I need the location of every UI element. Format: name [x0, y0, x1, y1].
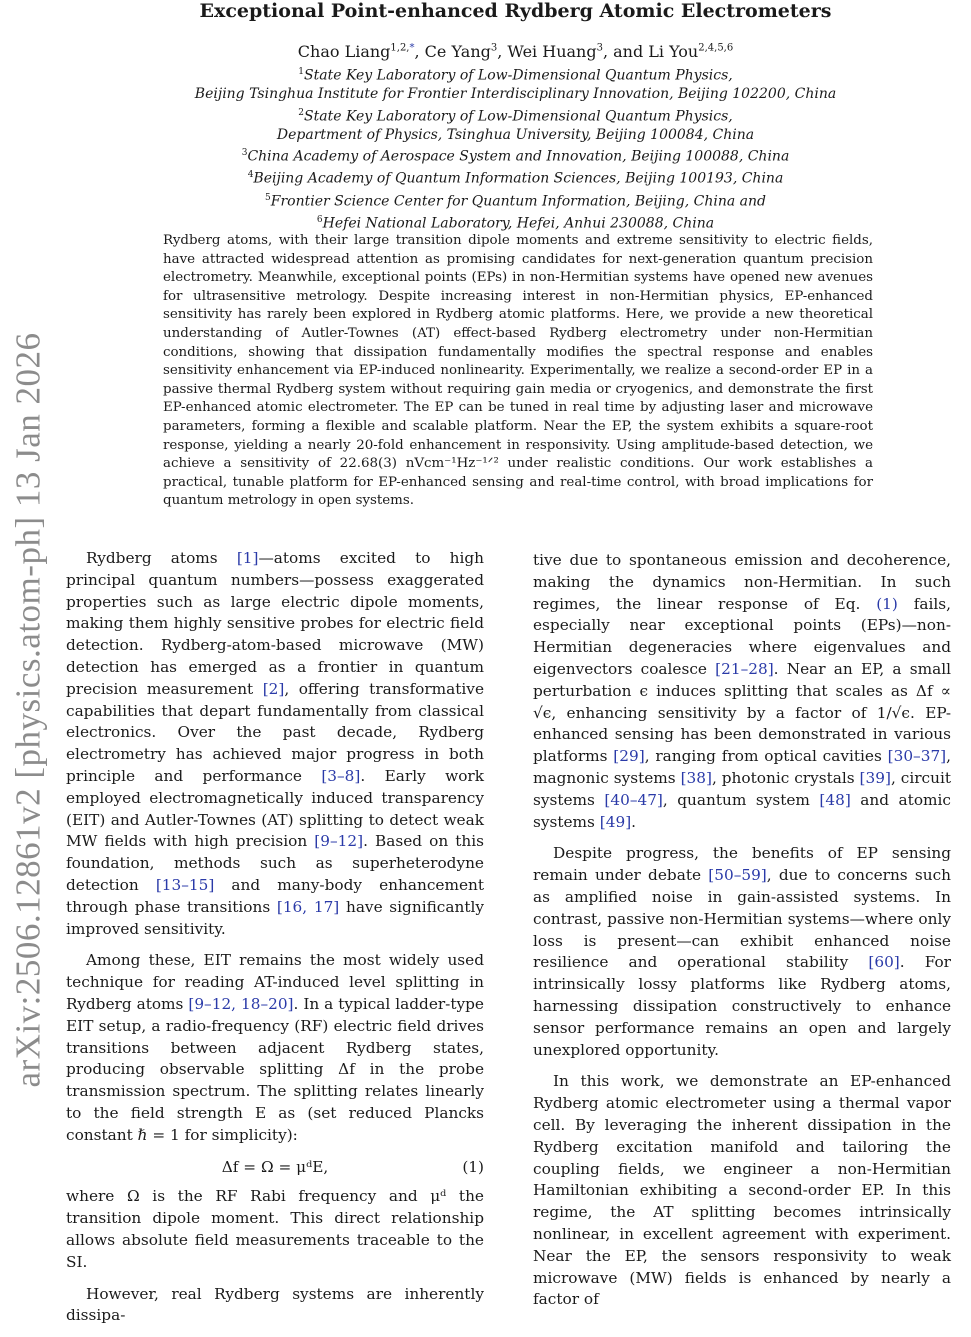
paragraph-text: . Early work employed electromagnetically induced transparency (EIT) and Autler-Townes (AT) splitting to detect weak MW fields with high precision	[66, 766, 484, 851]
citation-link[interactable]: [1]	[236, 549, 259, 567]
affiliation-line	[60, 126, 971, 145]
paragraph-text: fails, especially near exceptional points (EPs)—non-Hermitian degeneracies where eigenvalues and eigenvectors coalesce	[533, 594, 951, 678]
body-paragraph	[66, 950, 484, 1146]
affiliation-text: Beijing Tsinghua Institute for Frontier Interdisciplinary Innovation, Beijing 102200, China	[194, 86, 837, 103]
citation-link[interactable]: [40–47]	[604, 790, 663, 809]
body-paragraph	[66, 1284, 484, 1328]
paragraph-text: and many-body enhancement through phase transitions	[66, 875, 484, 916]
paragraph-text: Despite progress, the benefits of EP sensing remain under debate	[533, 844, 951, 885]
equation-number: (1)	[462, 1157, 484, 1176]
author-affiliation-marker: 3	[596, 42, 603, 54]
paragraph-text: . Near an EP, a small perturbation ϵ induces splitting that scales as Δf ∝ √ϵ, enhancing sensitivity by a factor of 1/√ϵ. EP-enhanced sensing has been demonstrated in various platforms	[533, 659, 951, 766]
body-paragraph	[533, 550, 951, 833]
affiliation-text: China Academy of Aerospace System and Innovation, Beijing 100088, China	[247, 148, 790, 165]
paragraph-text: , offering transformative capabilities that depart fundamentally from classical electronics. Over the past decade, Rydberg electrometry has achieved major progress in both principle and performance	[66, 679, 485, 785]
paragraph-text: , quantum system	[662, 790, 820, 809]
paragraph-text: However, real Rydberg systems are inherently dissipa-	[66, 1284, 484, 1325]
affiliation-text: Department of Physics, Tsinghua University, Beijing 100084, China	[276, 126, 755, 143]
paragraph-text: —atoms excited to high principal quantum numbers—possess exaggerated properties such as large electric dipole moments, making them highly sensitive probes for electric field detection. Rydberg-atom-based microwave (MW) detection has emerged as a frontier in quantum precision measurement	[66, 549, 484, 698]
citation-link[interactable]: [3–8]	[321, 766, 361, 785]
affiliation-list	[60, 63, 971, 233]
affiliation-number: 2	[298, 107, 305, 118]
paragraph-text: , magnonic systems	[533, 747, 952, 787]
citation-link[interactable]: [39]	[859, 768, 891, 787]
affiliation-text: State Key Laboratory of Low-Dimensional Quantum Physics,	[304, 108, 733, 125]
paragraph-text: where Ω is the RF Rabi frequency and μᵈ the transition dipole moment. This direct relationship allows absolute field measurements traceable to the SI.	[66, 1187, 484, 1271]
affiliation-text: State Key Laboratory of Low-Dimensional Quantum Physics,	[304, 67, 733, 84]
citation-link[interactable]: [49]	[599, 812, 632, 831]
affiliation-line	[60, 166, 971, 188]
paragraph-text: Among these, EIT remains the most widely used technique for reading AT-induced level splitting in Rydberg atoms	[66, 951, 484, 1013]
citation-link[interactable]: [13–15]	[155, 875, 215, 894]
paragraph-text: , photonic crystals	[711, 768, 860, 787]
body-paragraph	[66, 1186, 484, 1273]
paragraph-text: . For intrinsically lossy platforms like Rydberg atoms, harnessing dissipation constructively to enhance sensor performance remains an open and largely unexplored opportunity.	[533, 953, 951, 1059]
affiliation-number: 5	[265, 192, 271, 203]
citation-link[interactable]: [30–37]	[887, 747, 947, 766]
affiliation-text: Frontier Science Center for Quantum Information, Beijing, China and	[270, 193, 766, 210]
paragraph-text: and atomic systems	[533, 790, 951, 831]
author-separator: , and	[602, 42, 649, 61]
abstract: Rydberg atoms, with their large transition dipole moments and extreme sensitivity to electric fields, have attracted widespread attention as promising candidates for next-generation quantum precision electrometry. Meanwhile, exceptional points (EPs) in non-Hermitian systems have opened new avenues for ultrasensitive metrology. Despite increasing interest in non-Hermitian physics, EP-enhanced sensitivity has rarely been explored in Rydberg atomic platforms. Here, we provide a new theoretical understanding of Autler-Townes (AT) effect-based Rydberg electrometry under non-Hermitian conditions, showing that dissipation fundamentally modifies the spectral response and enables sensitivity enhancement via EP-induced nonlinearity. Experimentally, we realize a second-order EP in a passive thermal Rydberg system without requiring gain media or cryogenics, and demonstrate the first EP-enhanced atomic electrometer. The EP can be tuned in real time by adjusting laser and microwave parameters, forming a flexible and scalable platform. Near the EP, the system exhibits a square-root response, yielding a nearly 20-fold enhancement in responsivity. Using amplitude-based detection, we achieve a sensitivity of 22.68(3) nVcm⁻¹Hz⁻¹ᐟ² under realistic conditions. Our work establishes a practical, tunable platform for EP-enhanced sensing and real-time control, with broad implications for quantum metrology in open systems.	[163, 233, 873, 509]
paragraph-text: .	[631, 812, 637, 831]
citation-link[interactable]: [16, 17]	[276, 897, 340, 916]
paragraph-text: , due to concerns such as amplified noise in gain-assisted systems. In contrast, passive non-Hermitian systems—where only loss is present—can exhibit enhanced noise resilience and operational stability	[533, 866, 952, 972]
body-column-left	[66, 548, 484, 1337]
equation-expression: Δf = Ω = μᵈE,	[221, 1157, 329, 1176]
paragraph-text: tive due to spontaneous emission and decoherence, making the dynamics non-Hermitian. In such regimes, the linear response of Eq.	[533, 551, 951, 613]
body-paragraph	[66, 548, 484, 940]
body-paragraph	[533, 843, 951, 1061]
citation-link[interactable]: [29]	[613, 747, 645, 766]
citation-link[interactable]: [9–12]	[314, 832, 364, 851]
author-separator: ,	[497, 42, 508, 61]
author-affiliation-marker: 2,4,5,6	[698, 42, 734, 54]
author-name: Chao Liang	[297, 42, 391, 61]
affiliation-line	[60, 211, 971, 233]
arxiv-identifier-banner	[4, 230, 54, 1190]
paragraph-text: . Based on this foundation, methods such as superheterodyne detection	[66, 832, 484, 894]
paragraph-text: , circuit systems	[533, 768, 951, 809]
paragraph-text: have significantly improved sensitivity.	[66, 897, 485, 938]
citation-link[interactable]: [2]	[262, 679, 285, 698]
affiliation-line	[60, 144, 971, 166]
body-paragraph	[533, 1071, 951, 1311]
affiliation-line	[60, 85, 971, 104]
author-affiliation-marker: 1,2,	[390, 42, 410, 54]
paragraph-text: , ranging from optical cavities	[644, 747, 888, 766]
citation-link[interactable]: [38]	[680, 768, 712, 787]
citation-link[interactable]: [48]	[819, 790, 851, 809]
paper-title: Exceptional Point-enhanced Rydberg Atomic Electrometers	[199, 0, 832, 22]
author-name: Li You	[648, 42, 699, 61]
author-list	[60, 42, 971, 61]
author-name: Ce Yang	[424, 42, 491, 61]
paragraph-text: In this work, we demonstrate an EP-enhanced Rydberg atomic electrometer using a thermal vapor cell. By leveraging the inherent dissipation in the Rydberg excitation manifold and tailoring the coupling fields, we engineer a non-Hermitian Hamiltonian exhibiting a second-order EP. In this regime, the AT splitting becomes intrinsically nonlinear, in excellent agreement with experiment. Near the EP, the sensors responsivity to weak microwave (MW) fields is enhanced by nearly a factor of	[533, 1072, 951, 1309]
affiliation-line	[60, 189, 971, 211]
paragraph-text: Rydberg atoms	[86, 549, 237, 567]
citation-link[interactable]: [60]	[868, 953, 900, 972]
affiliation-text: Beijing Academy of Quantum Information Sciences, Beijing 100193, China	[253, 171, 784, 188]
affiliation-number: 4	[247, 170, 254, 181]
author-separator: ,	[414, 42, 425, 61]
affiliation-number: 6	[316, 214, 323, 225]
author-name: Wei Huang	[507, 42, 597, 61]
citation-link[interactable]: [21–28]	[715, 659, 774, 678]
arxiv-identifier-text: arXiv:2506.12861v2 [physics.atom-ph] 13 Jan 2026	[9, 332, 48, 1088]
paragraph-text: . In a typical ladder-type EIT setup, a radio-frequency (RF) electric field drives transitions between adjacent Rydberg states, producing observable splitting Δf in the probe transmission spectrum. The splitting relates linearly to the field strength E as (set reduced Plancks constant ℏ = 1 for simplicity):	[66, 994, 484, 1144]
affiliation-number: 1	[298, 67, 305, 77]
citation-link[interactable]: [50–59]	[708, 866, 767, 885]
affiliation-line	[60, 104, 971, 126]
citation-link[interactable]: (1)	[876, 594, 898, 613]
author-affiliation-marker: 3	[490, 42, 498, 54]
corresponding-author-link[interactable]: *	[409, 42, 415, 54]
affiliation-text: Hefei National Laboratory, Hefei, Anhui 230088, China	[322, 215, 715, 232]
citation-link[interactable]: [9–12, 18–20]	[188, 994, 294, 1013]
affiliation-line	[60, 63, 971, 85]
body-column-right	[533, 550, 951, 1321]
equation-1	[66, 1157, 484, 1179]
affiliation-number: 3	[241, 148, 248, 159]
